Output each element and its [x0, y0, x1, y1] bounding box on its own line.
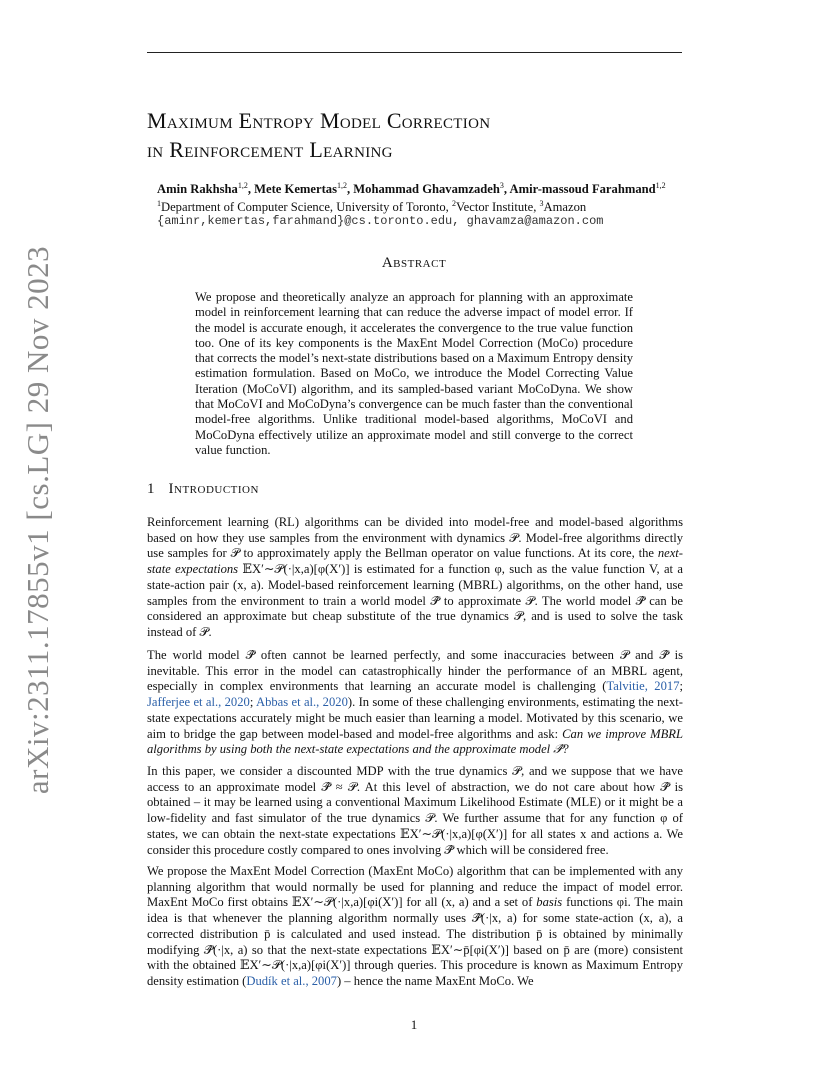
abstract-heading: Abstract — [381, 255, 447, 271]
paragraph-3: In this paper, we consider a discounted MDP with the true dynamics 𝒫, and we suppose that we have access to an approximate model 𝒫̂ ≈ 𝒫. At this level of abstraction, we do not care about how 𝒫̂ is obtained – it may be learned using a conventional Maximum Likelihood Estimate (MLE) or it might be a low-fidelity and fast simulator of the true dynamics 𝒫. We further assume that for any function φ of states, we can obtain the next-state expectations 𝔼X′∼𝒫(·|x,a)[φ(X′)] for all states x and actions a. We consider this procedure costly compared to ones involving 𝒫̂ which will be considered free. — [147, 764, 683, 857]
section-title: Introduction — [168, 481, 259, 497]
section-number: 1 — [147, 481, 155, 497]
citation-link[interactable]: Dudík et al., 2007 — [246, 973, 337, 988]
paragraph-2: The world model 𝒫̂ often cannot be learned perfectly, and some inaccuracies between 𝒫 and 𝒫̂ is inevitable. This error in the model can catastrophically hinder the performance of an MBRL agent, especially in complex environments that learning an accurate model is challenging (Talvitie, 2017; Jafferjee et al., 2020; Abbas et al., 2020). In some of these challenging environments, estimating the next-state expectations accurately might be much easier than learning a model. Motivated by this scenario, we aim to bridge the gap between model-based and model-free algorithms and ask: Can we improve MBRL algorithms by using both the next-state expectations and the approximate model 𝒫̂? — [147, 648, 683, 757]
paragraph-4: We propose the MaxEnt Model Correction (MaxEnt MoCo) algorithm that can be implemented with any planning algorithm that would normally be used for planning and reduce the impact of model error. MaxEnt MoCo first obtains 𝔼X′∼𝒫(·|x,a)[φi(X′)] for all (x, a) and a set of basis functions φi. The main idea is that whenever the planning algorithm normally uses 𝒫̂(·|x, a) for some state-action (x, a), a corrected distribution p̄ is calculated and used instead. The distribution p̄ is obtained by minimally modifying 𝒫̂(·|x, a) so that the next-state expectations 𝔼X′∼p̄[φi(X′)] based on p̄ are (more) consistent with the obtained 𝔼X′∼𝒫(·|x,a)[φi(X′)] through queries. This procedure is known as Maximum Entropy density estimation (Dudík et al., 2007) – hence the name MaxEnt MoCo. We — [147, 864, 683, 988]
emphasis: Can we improve MBRL algorithms by using both the next-state expectations and the approximate model 𝒫̂? — [147, 726, 683, 757]
author-name: Amir-massoud Farahmand — [509, 182, 656, 197]
author-affil-marker: 1,2 — [237, 181, 248, 190]
paragraph-1: Reinforcement learning (RL) algorithms can be divided into model-free and model-based algorithms based on how they use samples from the environment with dynamics 𝒫. Model-free algorithms directly use samples for 𝒫 to approximately apply the Bellman operator on value functions. At its core, the next-state expectations 𝔼X′∼𝒫(·|x,a)[φ(X′)] is estimated for a function φ, such as the value function V, at a state-action pair (x, a). Model-based reinforcement learning (MBRL) algorithms, on the other hand, use samples from the environment to train a world model 𝒫̂ to approximate 𝒫. The world model 𝒫̂ can be considered an approximate but cheap substitute of the true dynamics 𝒫, and is used to solve the task instead of 𝒫. — [147, 515, 683, 639]
citation-link[interactable]: Talvitie, 2017 — [606, 679, 680, 694]
citation-link[interactable]: Abbas et al., 2020 — [255, 695, 348, 710]
emphasis: next-state expectations — [147, 546, 683, 577]
author-emails: {aminr,kemertas,farahmand}@cs.toronto.edu, ghavamza@amazon.com — [157, 214, 604, 228]
paper-title — [147, 106, 707, 164]
affil-text: Vector Institute, — [455, 200, 540, 215]
arxiv-stamp: arXiv:2311.17855v1 [cs.LG] 29 Nov 2023 — [20, 245, 55, 795]
affil-text: Department of Computer Science, University of Toronto, — [161, 200, 452, 215]
author-affil-marker: 1,2 — [337, 181, 347, 190]
title-line-1: Maximum Entropy Model Correction — [147, 108, 491, 133]
title-line-2: in Reinforcement Learning — [147, 137, 393, 162]
author-name: Mohammad Ghavamzadeh — [353, 182, 500, 197]
abstract-body: We propose and theoretically analyze an approach for planning with an approximate model in reinforcement learning that can reduce the adverse impact of model error. If the model is accurate enough, it accelerates the convergence to the true value function too. One of its key components is the MaxEnt Model Correction (MoCo) procedure that corrects the model’s next-state distributions based on a Maximum Entropy density estimation formulation. Based on MoCo, we introduce the Model Correcting Value Iteration (MoCoVI) algorithm, and its sampled-based variant MoCoDyna. We show that MoCoVI and MoCoDyna’s convergence can be much faster than the conventional model-free algorithms. Unlike traditional model-based algorithms, MoCoVI and MoCoDyna effectively utilize an approximate model and still converge to the correct value function. — [195, 290, 633, 457]
citation-link[interactable]: Jafferjee et al., 2020 — [147, 695, 250, 710]
affil-marker: 2 — [451, 199, 456, 208]
emphasis: basis — [536, 895, 563, 910]
top-rule — [147, 52, 682, 53]
author-list: Amin Rakhsha$^{1,2}$, Mete Kemertas$^{1,2}$, Mohammad Ghavamzadeh$^3$, Amir-massoud Farahmand$^{1,2}$ — [157, 181, 666, 197]
section-heading — [147, 481, 259, 498]
author-affil-marker: 1,2 — [655, 181, 666, 190]
author-name: Amin Rakhsha — [157, 182, 238, 197]
author-affil-marker: 3 — [499, 181, 504, 190]
page-number: 1 — [410, 1017, 418, 1032]
affil-marker: 3 — [539, 199, 544, 208]
affil-text: Amazon — [543, 200, 587, 215]
affil-marker: 1 — [157, 199, 161, 208]
author-name: Mete Kemertas — [254, 182, 337, 197]
affiliations — [157, 199, 586, 215]
